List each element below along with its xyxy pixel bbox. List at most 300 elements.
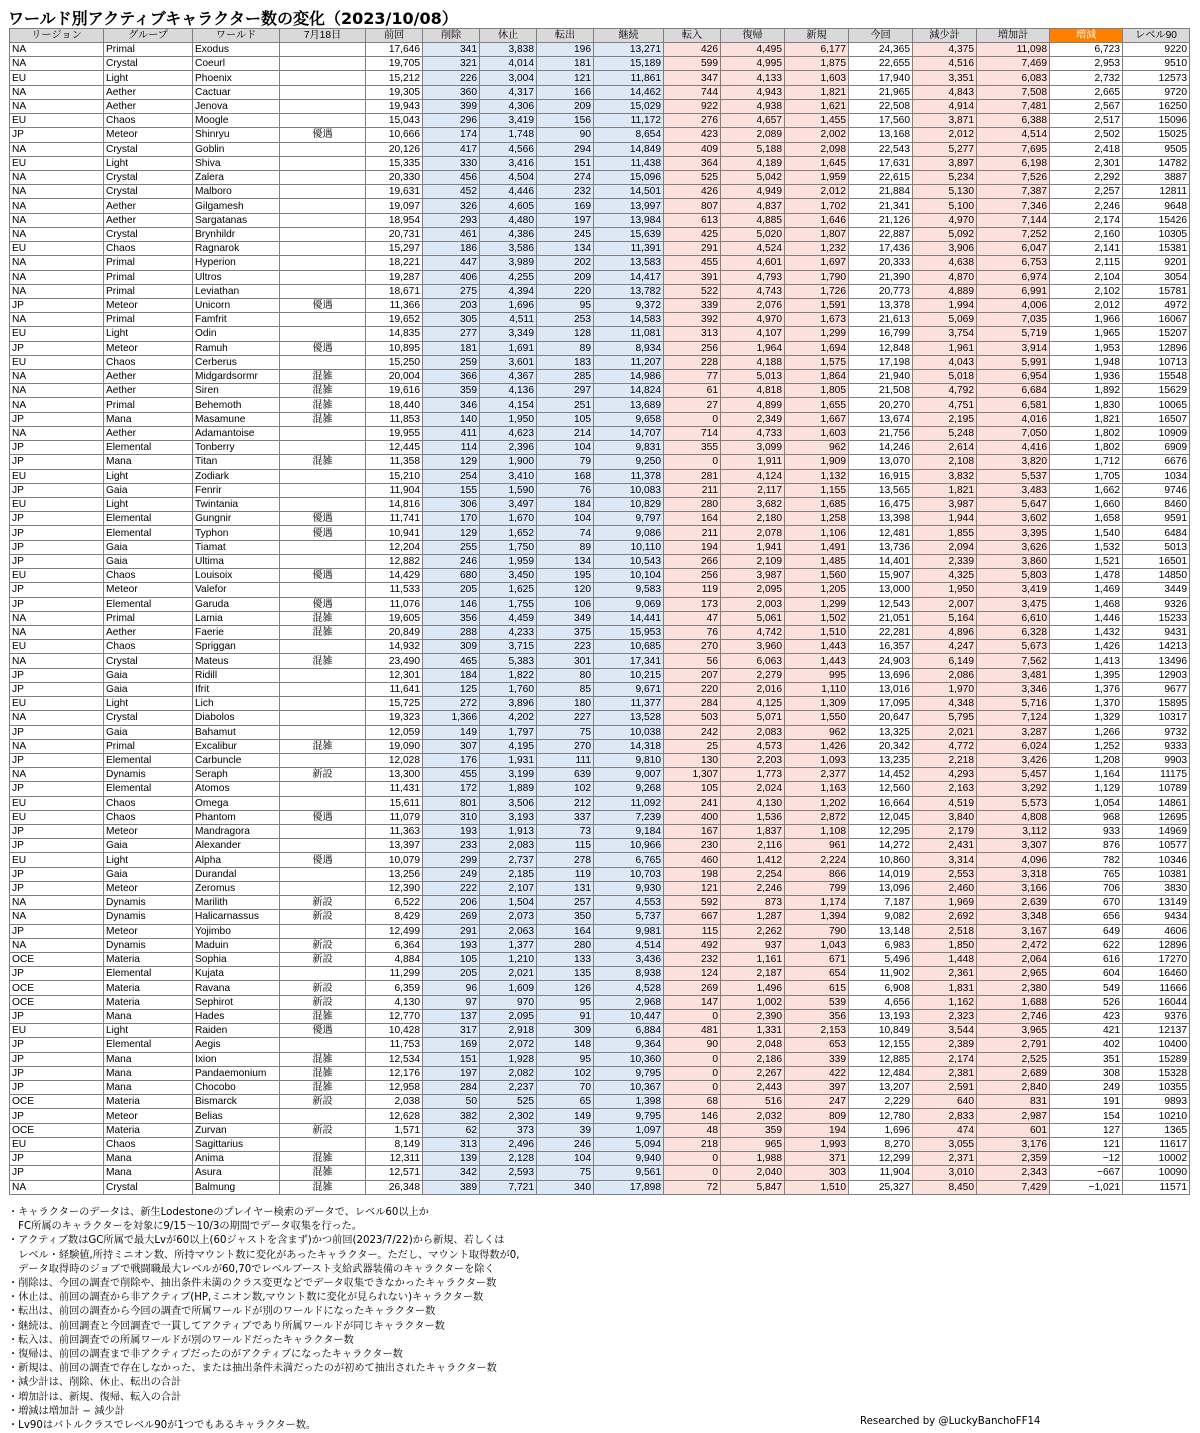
- table-cell: 245: [537, 227, 594, 241]
- table-cell: 402: [1050, 1038, 1123, 1052]
- table-cell: Meteor: [104, 298, 193, 312]
- table-cell: 4,884: [366, 953, 423, 967]
- table-cell: 11,753: [366, 1038, 423, 1052]
- table-cell: 1,705: [1050, 469, 1123, 483]
- table-cell: Dynamis: [104, 910, 193, 924]
- table-cell: Mana: [104, 1080, 193, 1094]
- table-cell: 1,950: [480, 412, 537, 426]
- table-cell: 4,317: [480, 85, 537, 99]
- table-cell: 11,207: [594, 355, 664, 369]
- table-row: [10, 156, 1190, 170]
- table-cell: Light: [104, 469, 193, 483]
- table-cell: JP: [10, 554, 104, 568]
- table-cell: 1,164: [1050, 768, 1123, 782]
- table-cell: 20,647: [849, 711, 913, 725]
- table-row: [10, 995, 1190, 1009]
- table-cell: 12573: [1123, 71, 1190, 85]
- table-cell: 349: [537, 611, 594, 625]
- table-cell: Excalibur: [193, 739, 280, 753]
- table-cell: JP: [10, 1038, 104, 1052]
- table-cell: 2,665: [1050, 85, 1123, 99]
- table-cell: 8,934: [594, 341, 664, 355]
- table-cell: 25,327: [849, 1180, 913, 1194]
- table-cell: NA: [10, 768, 104, 782]
- table-cell: Crystal: [104, 170, 193, 184]
- table-cell: 139: [423, 1152, 480, 1166]
- table-cell: 3,292: [977, 782, 1050, 796]
- table-cell: 423: [664, 128, 721, 142]
- table-cell: 12,299: [849, 1152, 913, 1166]
- table-cell: 2,098: [785, 142, 849, 156]
- table-cell: 1,208: [1050, 753, 1123, 767]
- table-row: [10, 1180, 1190, 1194]
- table-cell: 26,348: [366, 1180, 423, 1194]
- table-cell: 9376: [1123, 1009, 1190, 1023]
- table-cell: 16,799: [849, 327, 913, 341]
- table-cell: 優遇: [280, 597, 366, 611]
- table-row: [10, 810, 1190, 824]
- table-cell: NA: [10, 256, 104, 270]
- table-cell: 714: [664, 426, 721, 440]
- table-cell: 3,475: [977, 597, 1050, 611]
- table-cell: 5,719: [977, 327, 1050, 341]
- table-cell: 2,218: [913, 753, 977, 767]
- table-cell: 1,621: [785, 99, 849, 113]
- table-cell: 3,010: [913, 1166, 977, 1180]
- table-cell: Mana: [104, 1152, 193, 1166]
- table-cell: [280, 483, 366, 497]
- table-cell: 17,095: [849, 697, 913, 711]
- table-cell: 9,561: [594, 1166, 664, 1180]
- table-cell: 12,155: [849, 1038, 913, 1052]
- table-cell: 15096: [1123, 114, 1190, 128]
- table-cell: NA: [10, 739, 104, 753]
- table-cell: 6,908: [849, 981, 913, 995]
- table-cell: Chaos: [104, 355, 193, 369]
- table-cell: 2,418: [1050, 142, 1123, 156]
- table-cell: 4,107: [721, 327, 785, 341]
- table-cell: 10,447: [594, 1009, 664, 1023]
- column-header: 継続: [594, 29, 664, 43]
- table-cell: 9,940: [594, 1152, 664, 1166]
- table-cell: 7,387: [977, 185, 1050, 199]
- table-cell: 3,199: [480, 768, 537, 782]
- table-row: [10, 43, 1190, 57]
- table-cell: 2,389: [913, 1038, 977, 1052]
- table-cell: 280: [537, 938, 594, 952]
- table-cell: 9,268: [594, 782, 664, 796]
- table-cell: 16,357: [849, 640, 913, 654]
- table-cell: 7,035: [977, 313, 1050, 327]
- table-cell: 1,652: [480, 526, 537, 540]
- table-cell: 639: [537, 768, 594, 782]
- table-cell: 3,419: [480, 114, 537, 128]
- table-cell: 13,398: [849, 512, 913, 526]
- table-row: [10, 85, 1190, 99]
- table-row: [10, 526, 1190, 540]
- column-header: 増加計: [977, 29, 1050, 43]
- table-cell: 72: [664, 1180, 721, 1194]
- table-row: [10, 114, 1190, 128]
- table-cell: Raiden: [193, 1024, 280, 1038]
- table-cell: 1,491: [785, 540, 849, 554]
- table-cell: Elemental: [104, 512, 193, 526]
- table-cell: EU: [10, 156, 104, 170]
- table-cell: 166: [537, 85, 594, 99]
- table-cell: 4,970: [721, 313, 785, 327]
- table-cell: 7,508: [977, 85, 1050, 99]
- table-cell: 21,613: [849, 313, 913, 327]
- table-cell: OCE: [10, 1095, 104, 1109]
- table-cell: 10,966: [594, 839, 664, 853]
- table-cell: 9,069: [594, 597, 664, 611]
- table-cell: 4,394: [480, 284, 537, 298]
- table-cell: 406: [423, 270, 480, 284]
- table-cell: 19,323: [366, 711, 423, 725]
- table-cell: Titan: [193, 455, 280, 469]
- table-cell: 148: [537, 1038, 594, 1052]
- table-cell: 3,346: [977, 682, 1050, 696]
- table-cell: 790: [785, 924, 849, 938]
- table-cell: 3449: [1123, 583, 1190, 597]
- table-cell: 50: [423, 1095, 480, 1109]
- table-cell: 2,371: [913, 1152, 977, 1166]
- table-cell: 13,565: [849, 483, 913, 497]
- footnote-line: ・削除は、今回の調査で削除や、抽出条件未満のクラス変更などでデータ収集できなかったキャラクター数: [8, 1278, 497, 1290]
- table-cell: 1,609: [480, 981, 537, 995]
- table-cell: Gaia: [104, 725, 193, 739]
- table-cell: 13,325: [849, 725, 913, 739]
- table-cell: [280, 114, 366, 128]
- table-cell: 2,160: [1050, 227, 1123, 241]
- table-cell: [280, 583, 366, 597]
- table-cell: 13,193: [849, 1009, 913, 1023]
- table-cell: 3,395: [977, 526, 1050, 540]
- table-cell: 280: [664, 498, 721, 512]
- table-cell: Durandal: [193, 867, 280, 881]
- table-cell: 13,689: [594, 398, 664, 412]
- table-cell: 228: [664, 355, 721, 369]
- table-cell: 1,750: [480, 540, 537, 554]
- table-cell: 8,938: [594, 967, 664, 981]
- table-cell: 1,726: [785, 284, 849, 298]
- table-cell: 混雑: [280, 398, 366, 412]
- table-cell: Ultros: [193, 270, 280, 284]
- table-cell: 17,436: [849, 242, 913, 256]
- table-cell: 2,692: [913, 910, 977, 924]
- table-cell: [280, 355, 366, 369]
- table-cell: 3,483: [977, 483, 1050, 497]
- table-cell: 9,364: [594, 1038, 664, 1052]
- table-cell: 255: [423, 540, 480, 554]
- table-cell: JP: [10, 128, 104, 142]
- table-cell: 15207: [1123, 327, 1190, 341]
- table-cell: 15,043: [366, 114, 423, 128]
- table-cell: 5,737: [594, 910, 664, 924]
- table-cell: 17,940: [849, 71, 913, 85]
- table-cell: Aether: [104, 99, 193, 113]
- table-cell: NA: [10, 910, 104, 924]
- table-cell: 205: [423, 583, 480, 597]
- table-cell: 61: [664, 384, 721, 398]
- table-cell: 193: [423, 938, 480, 952]
- table-cell: 76: [664, 625, 721, 639]
- table-cell: Meteor: [104, 341, 193, 355]
- table-cell: 2,179: [913, 825, 977, 839]
- table-cell: 425: [664, 227, 721, 241]
- table-cell: 3,349: [480, 327, 537, 341]
- table-cell: Materia: [104, 995, 193, 1009]
- table-cell: 混雑: [280, 1009, 366, 1023]
- table-cell: Halicarnassus: [193, 910, 280, 924]
- table-cell: NA: [10, 426, 104, 440]
- table-cell: 3,840: [913, 810, 977, 824]
- table-cell: 13,736: [849, 540, 913, 554]
- table-cell: Balmung: [193, 1180, 280, 1194]
- table-cell: 174: [423, 128, 480, 142]
- table-cell: 1,660: [1050, 498, 1123, 512]
- table-cell: 1,821: [1050, 412, 1123, 426]
- table-cell: 134: [537, 242, 594, 256]
- table-cell: Phoenix: [193, 71, 280, 85]
- table-cell: 121: [1050, 1137, 1123, 1151]
- table-cell: 4,189: [721, 156, 785, 170]
- table-cell: Crystal: [104, 711, 193, 725]
- table-row: [10, 71, 1190, 85]
- table-cell: 1,550: [785, 711, 849, 725]
- table-cell: 1,645: [785, 156, 849, 170]
- table-cell: 優遇: [280, 128, 366, 142]
- table-cell: 121: [537, 71, 594, 85]
- table-cell: 2,872: [785, 810, 849, 824]
- table-cell: 2,246: [1050, 199, 1123, 213]
- table-cell: Light: [104, 697, 193, 711]
- table-cell: 10381: [1123, 867, 1190, 881]
- table-cell: Crystal: [104, 185, 193, 199]
- table-cell: 242: [664, 725, 721, 739]
- table-cell: 6,047: [977, 242, 1050, 256]
- table-cell: 19,705: [366, 57, 423, 71]
- table-cell: 2,246: [721, 881, 785, 895]
- table-cell: 19,652: [366, 313, 423, 327]
- table-cell: 654: [785, 967, 849, 981]
- table-cell: 10,666: [366, 128, 423, 142]
- table-row: [10, 867, 1190, 881]
- table-cell: 382: [423, 1109, 480, 1123]
- table-cell: 2,185: [480, 867, 537, 881]
- table-cell: 2,343: [977, 1166, 1050, 1180]
- table-cell: 12,499: [366, 924, 423, 938]
- table-cell: 4,195: [480, 739, 537, 753]
- table-cell: [280, 256, 366, 270]
- table-cell: 247: [785, 1095, 849, 1109]
- table-cell: Cactuar: [193, 85, 280, 99]
- table-cell: 19,097: [366, 199, 423, 213]
- table-cell: 1,802: [1050, 441, 1123, 455]
- table-cell: 4,949: [721, 185, 785, 199]
- table-cell: 2,038: [366, 1095, 423, 1109]
- table-cell: 6,328: [977, 625, 1050, 639]
- table-cell: Siren: [193, 384, 280, 398]
- table-cell: Shiva: [193, 156, 280, 170]
- table-cell: Chocobo: [193, 1080, 280, 1094]
- table-cell: 2,153: [785, 1024, 849, 1038]
- table-cell: Materia: [104, 1123, 193, 1137]
- table-cell: 2,443: [721, 1080, 785, 1094]
- table-cell: 615: [785, 981, 849, 995]
- table-cell: 230: [664, 839, 721, 853]
- table-cell: 6,024: [977, 739, 1050, 753]
- table-cell: JP: [10, 839, 104, 853]
- table-cell: Coeurl: [193, 57, 280, 71]
- table-cell: NA: [10, 938, 104, 952]
- table-cell: 3,167: [977, 924, 1050, 938]
- table-row: [10, 327, 1190, 341]
- table-cell: [280, 924, 366, 938]
- credit-text: Researched by @LuckyBanchoFF14: [860, 1416, 1041, 1427]
- table-cell: Sagittarius: [193, 1137, 280, 1151]
- table-cell: 12,445: [366, 441, 423, 455]
- table-cell: 146: [423, 597, 480, 611]
- table-cell: 6,765: [594, 853, 664, 867]
- table-cell: 3,410: [480, 469, 537, 483]
- table-cell: 12,204: [366, 540, 423, 554]
- table-row: [10, 540, 1190, 554]
- table-cell: 2,496: [480, 1137, 537, 1151]
- table-cell: 111: [537, 753, 594, 767]
- table-cell: Masamune: [193, 412, 280, 426]
- table-cell: 170: [423, 512, 480, 526]
- table-cell: 2,117: [721, 483, 785, 497]
- table-cell: 1,097: [594, 1123, 664, 1137]
- table-cell: Elemental: [104, 597, 193, 611]
- table-cell: 525: [480, 1095, 537, 1109]
- table-cell: 968: [1050, 810, 1123, 824]
- table-cell: 15025: [1123, 128, 1190, 142]
- table-cell: 13,207: [849, 1080, 913, 1094]
- table-cell: 1,625: [480, 583, 537, 597]
- column-header: 新規: [785, 29, 849, 43]
- table-cell: Sephirot: [193, 995, 280, 1009]
- table-cell: Alexander: [193, 839, 280, 853]
- table-cell: 2,094: [913, 540, 977, 554]
- table-cell: Carbuncle: [193, 753, 280, 767]
- table-cell: Asura: [193, 1166, 280, 1180]
- table-cell: 356: [785, 1009, 849, 1023]
- table-cell: 1,694: [785, 341, 849, 355]
- table-cell: 7,144: [977, 213, 1050, 227]
- table-cell: 1,900: [480, 455, 537, 469]
- table-cell: 6676: [1123, 455, 1190, 469]
- table-cell: Tonberry: [193, 441, 280, 455]
- table-cell: 1,646: [785, 213, 849, 227]
- table-cell: 399: [423, 99, 480, 113]
- table-cell: Crystal: [104, 227, 193, 241]
- table-cell: 4,495: [721, 43, 785, 57]
- table-cell: 5,100: [913, 199, 977, 213]
- table-cell: [280, 725, 366, 739]
- table-row: [10, 128, 1190, 142]
- table-cell: NA: [10, 43, 104, 57]
- table-cell: 20,330: [366, 170, 423, 184]
- table-row: [10, 1066, 1190, 1080]
- table-cell: 22,281: [849, 625, 913, 639]
- table-cell: 2,257: [1050, 185, 1123, 199]
- table-cell: 5,061: [721, 611, 785, 625]
- table-cell: 366: [423, 370, 480, 384]
- table-cell: 1,521: [1050, 554, 1123, 568]
- table-cell: 13,782: [594, 284, 664, 298]
- table-cell: 1,299: [785, 597, 849, 611]
- table-row: [10, 469, 1190, 483]
- table-cell: 277: [423, 327, 480, 341]
- table-cell: 11,098: [977, 43, 1050, 57]
- table-cell: Materia: [104, 953, 193, 967]
- table-cell: 465: [423, 654, 480, 668]
- table-cell: 11,378: [594, 469, 664, 483]
- table-cell: 16044: [1123, 995, 1190, 1009]
- table-cell: 5,020: [721, 227, 785, 241]
- table-cell: 24,903: [849, 654, 913, 668]
- table-cell: Gaia: [104, 668, 193, 682]
- table-cell: 223: [537, 640, 594, 654]
- table-cell: 218: [664, 1137, 721, 1151]
- table-cell: 90: [537, 128, 594, 142]
- table-cell: 9732: [1123, 725, 1190, 739]
- table-cell: 4,124: [721, 469, 785, 483]
- table-cell: 9893: [1123, 1095, 1190, 1109]
- table-cell: 799: [785, 881, 849, 895]
- table-cell: 154: [1050, 1109, 1123, 1123]
- table-cell: 1,504: [480, 896, 537, 910]
- table-cell: 12,628: [366, 1109, 423, 1123]
- table-cell: 1,959: [785, 170, 849, 184]
- table-cell: Aether: [104, 625, 193, 639]
- table-cell: 1,536: [721, 810, 785, 824]
- table-cell: 10713: [1123, 355, 1190, 369]
- table-cell: 10355: [1123, 1080, 1190, 1094]
- table-cell: 混雑: [280, 412, 366, 426]
- table-cell: Crystal: [104, 654, 193, 668]
- table-cell: 10,703: [594, 867, 664, 881]
- table-cell: EU: [10, 796, 104, 810]
- table-cell: 4606: [1123, 924, 1190, 938]
- table-cell: 21,508: [849, 384, 913, 398]
- footnote-line: ・新規は、前回の調査で存在しなかった、または抽出条件未満だったのが初めて抽出されたキャラクター数: [8, 1363, 497, 1375]
- table-cell: 1,821: [785, 85, 849, 99]
- table-cell: 9,658: [594, 412, 664, 426]
- table-cell: 16501: [1123, 554, 1190, 568]
- table-cell: 180: [537, 697, 594, 711]
- table-cell: Belias: [193, 1109, 280, 1123]
- column-header: 転出: [537, 29, 594, 43]
- table-cell: 4,367: [480, 370, 537, 384]
- table-cell: NA: [10, 170, 104, 184]
- table-row: [10, 298, 1190, 312]
- table-cell: 613: [664, 213, 721, 227]
- table-cell: 866: [785, 867, 849, 881]
- table-cell: Primal: [104, 43, 193, 57]
- table-cell: 130: [664, 753, 721, 767]
- table-cell: 220: [537, 284, 594, 298]
- table-cell: 15328: [1123, 1066, 1190, 1080]
- table-cell: 11,081: [594, 327, 664, 341]
- table-cell: 14969: [1123, 825, 1190, 839]
- table-cell: 3,426: [977, 753, 1050, 767]
- table-cell: 13,016: [849, 682, 913, 696]
- table-cell: 114: [423, 441, 480, 455]
- table-row: [10, 967, 1190, 981]
